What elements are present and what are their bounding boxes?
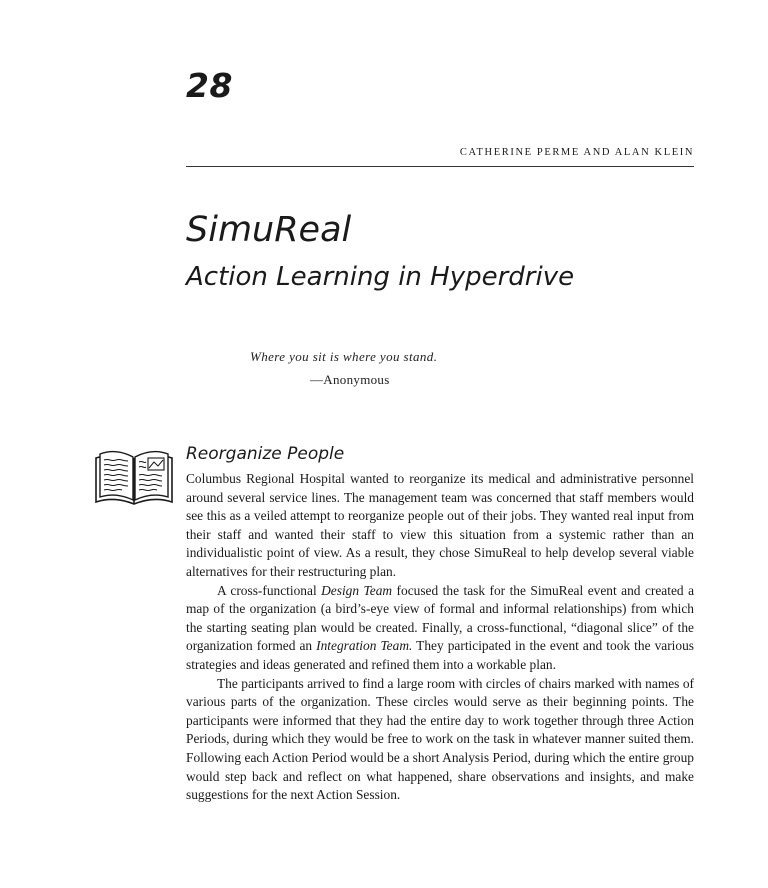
- paragraph-3: The participants arrived to find a large room with circles of chairs marked with names of various parts of the organization. These circles would serve as their beginning points. The participants were informed that they had the entire day to work together through three Action Periods, during which they would be free to work on the task in whatever manner suited them. Following each Action Period would be a short Analysis Period, during which the entire group would step back and reflect on what happened, share observations and insights, and make suggestions for the next Action Session.: [186, 675, 694, 803]
- paragraph-1: Columbus Regional Hospital wanted to reorganize its medical and administrative personnel around several service lines. The management team was concerned that staff members would see this as a veiled attempt to reorganize people out of their jobs. They wanted real input from their staff and wanted their staff to view this situation from a systemic rather than an individualistic point of view. As a result, they chose SimuReal to help develop several viable alternatives for their restructuring plan.: [186, 471, 694, 579]
- chapter-number: 28: [186, 66, 233, 105]
- chapter-title: SimuReal: [186, 210, 352, 250]
- body-text: [186, 470, 694, 805]
- paragraph-2-part-b: focused the task for the SimuReal event and created a map of the organization (a bird’s-eye view of formal and informal relationships) from which the starting seating plan would be created. Finally, a cross-functional, “diagonal slice” of the organization formed an: [186, 582, 695, 654]
- chapter-subtitle: Action Learning in Hyperdrive: [186, 262, 575, 292]
- section-heading: Reorganize People: [186, 444, 345, 464]
- open-book-icon: [92, 446, 176, 508]
- header-rule: [186, 166, 694, 167]
- epigraph-attribution: —Anonymous: [310, 372, 390, 387]
- integration-team-term: Integration Team.: [316, 638, 413, 654]
- paragraph-2-part-c: They participated in the event and took the various strategies and ideas generated and refined them into a workable plan.: [186, 638, 694, 672]
- running-header-authors: CATHERINE PERME AND ALAN KLEIN: [459, 147, 694, 158]
- paragraph-2-part-a: A cross-functional: [217, 582, 322, 598]
- paragraph-2: [186, 582, 694, 675]
- design-team-term: Design Team: [321, 582, 393, 598]
- epigraph-quote: Where you sit is where you stand.: [250, 349, 438, 364]
